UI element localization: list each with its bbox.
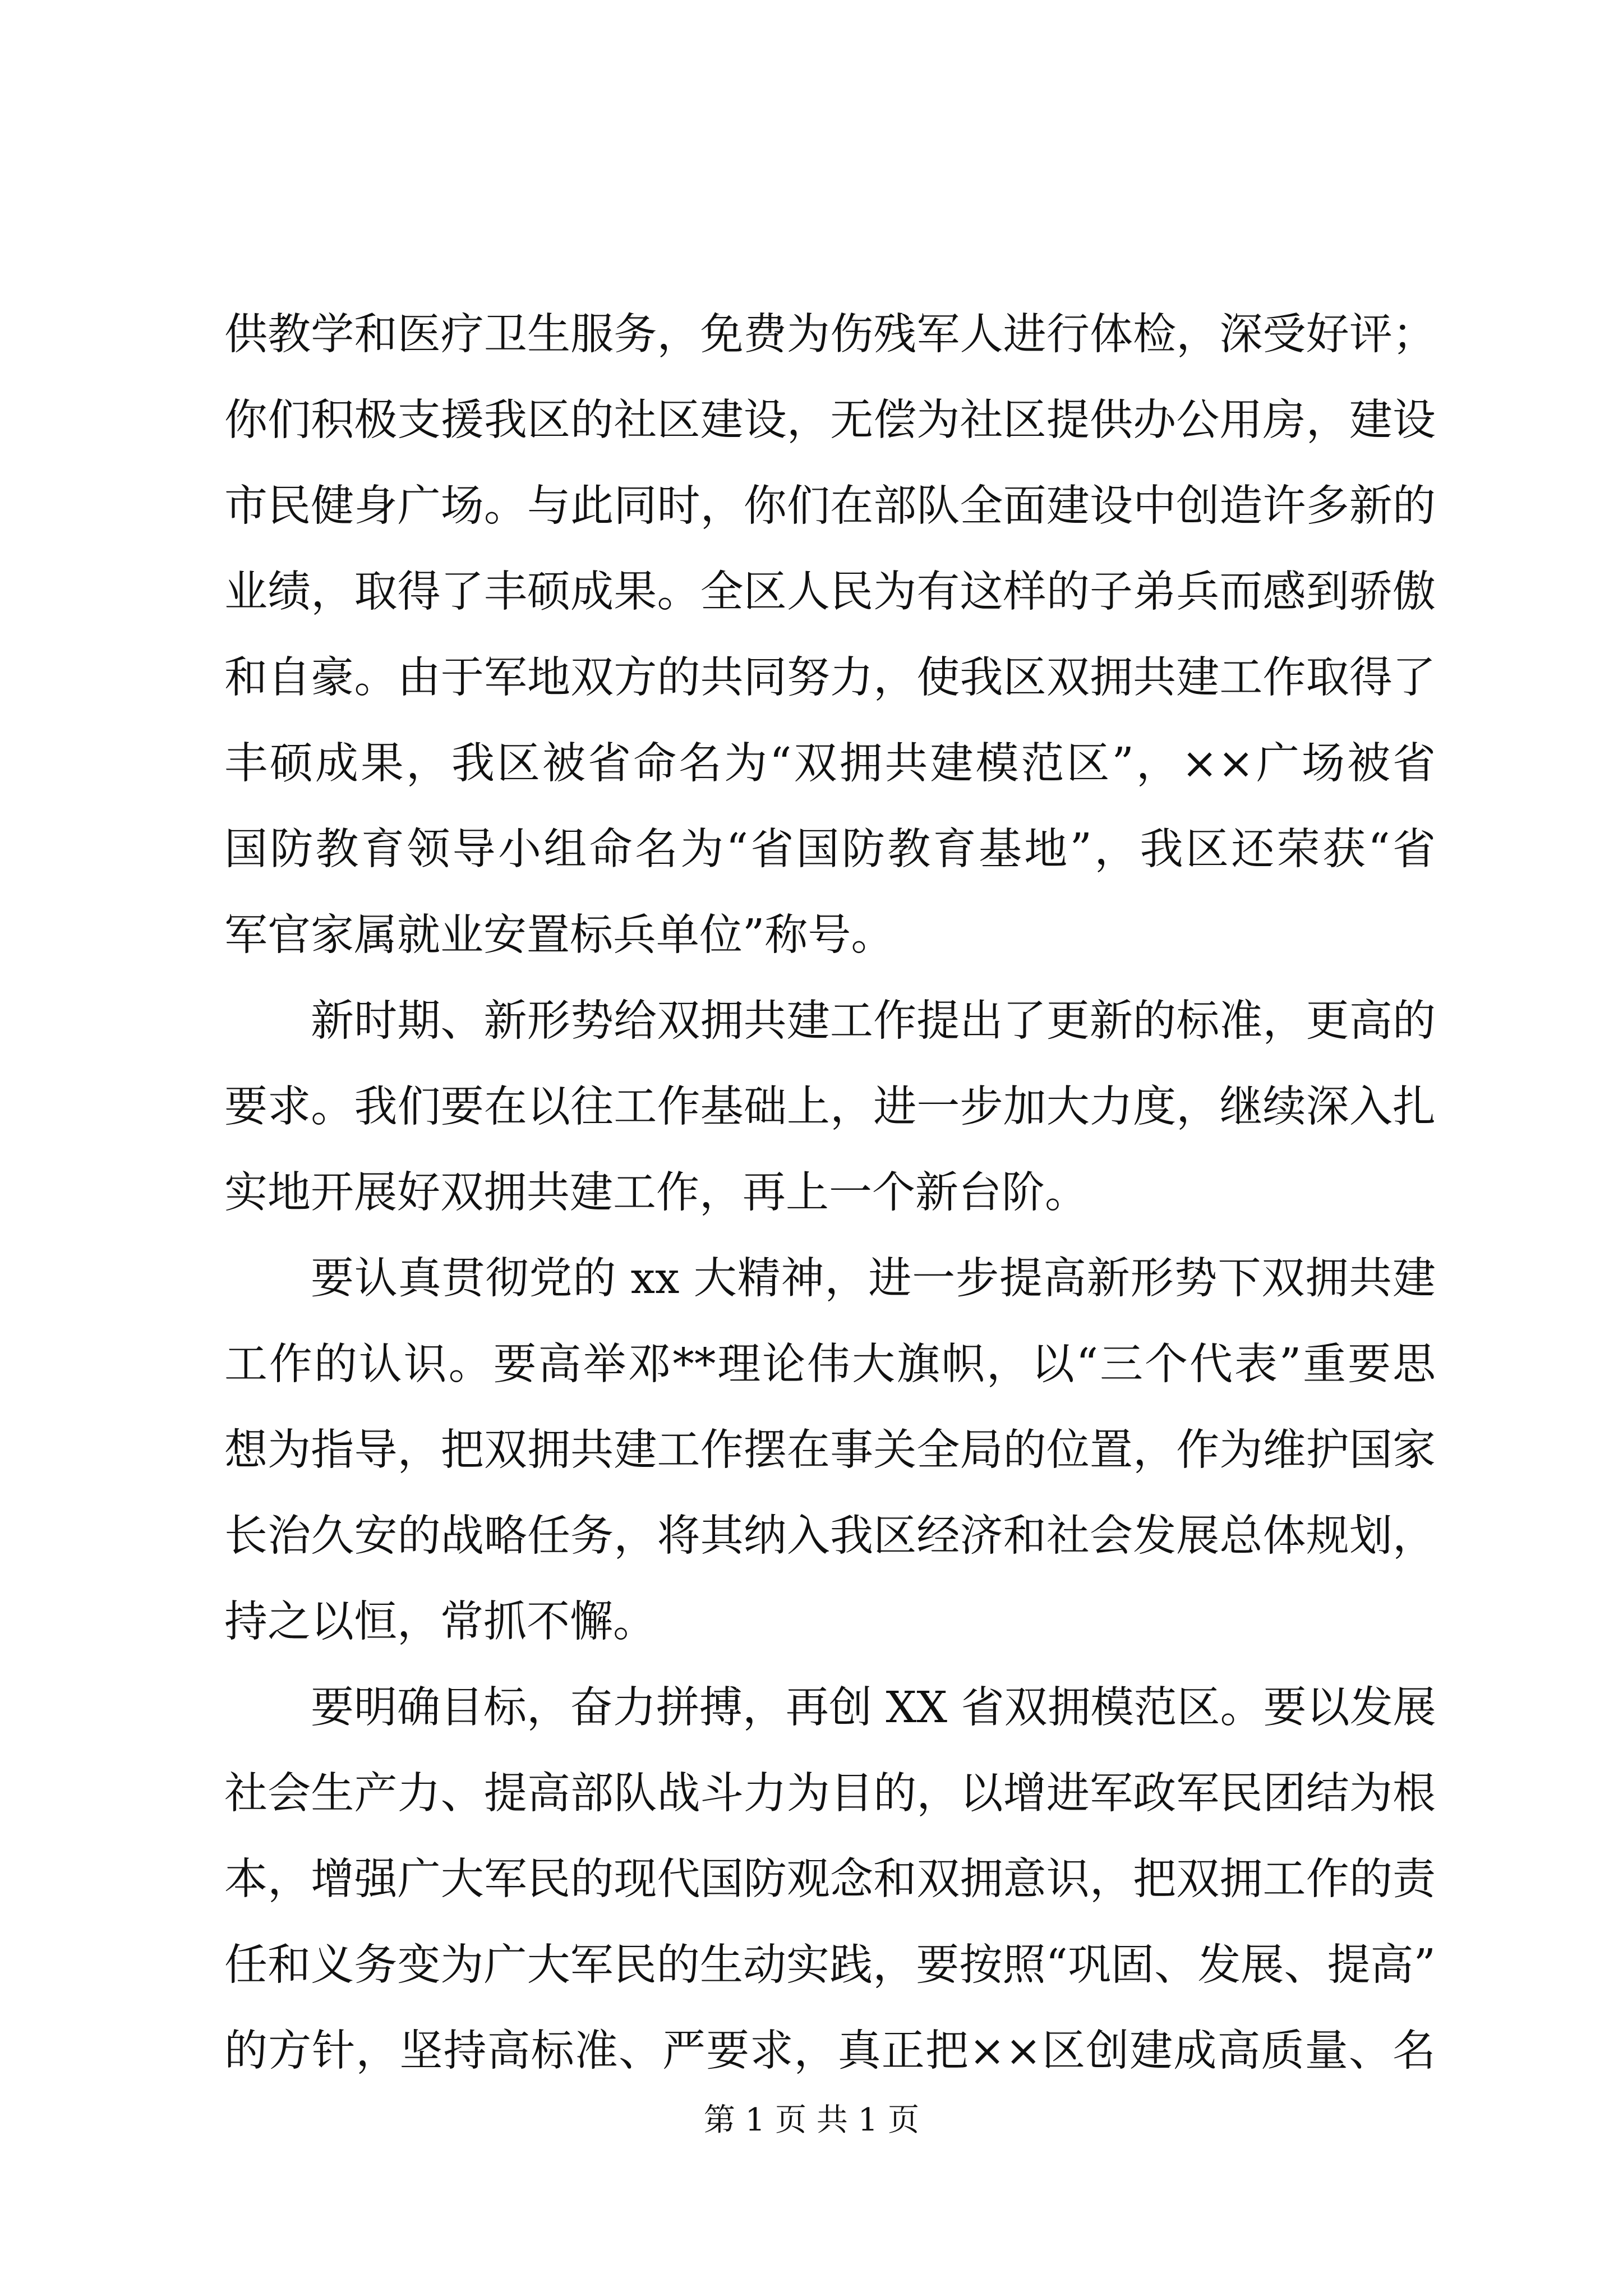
text-line: 新时期、新形势给双拥共建工作提出了更新的标准，更高的 [311, 996, 1436, 1046]
text-line: 的方针，坚持高标准、严要求，真正把××区创建成高质量、名 [224, 2026, 1436, 2076]
text-line: 供教学和医疗卫生服务，免费为伤残军人进行体检，深受好评； [224, 310, 1436, 360]
text-line: 社会生产力、提高部队战斗力为目的，以增进军政军民团结为根 [224, 1769, 1436, 1819]
text-line: 国防教育领导小组命名为“省国防教育基地”，我区还荣获“省 [224, 825, 1436, 875]
document-body [224, 292, 1436, 2094]
text-line: 要明确目标，奋力拼搏，再创 XX 省双拥模范区。要以发展 [311, 1683, 1436, 1733]
text-line: 工作的认识。要高举邓**理论伟大旗帜，以“三个代表”重要思 [224, 1340, 1436, 1389]
text-line: 持之以恒，常抓不懈。 [224, 1597, 656, 1647]
text-line: 市民健身广场。与此同时，你们在部队全面建设中创造许多新的 [224, 481, 1436, 531]
text-line: 和自豪。由于军地双方的共同努力，使我区双拥共建工作取得了 [224, 653, 1436, 703]
text-line: 军官家属就业安置标兵单位”称号。 [224, 910, 895, 960]
text-line: 长治久安的战略任务，将其纳入我区经济和社会发展总体规划， [224, 1511, 1436, 1561]
text-line: 你们积极支援我区的社区建设，无偿为社区提供办公用房，建设 [224, 395, 1436, 445]
text-line: 任和义务变为广大军民的生动实践，要按照“巩固、发展、提高” [224, 1940, 1436, 1990]
text-line: 要认真贯彻党的 xx 大精神，进一步提高新形势下双拥共建 [311, 1254, 1436, 1304]
text-line: 实地开展好双拥共建工作，再上一个新台阶。 [224, 1168, 1088, 1218]
text-line: 想为指导，把双拥共建工作摆在事关全局的位置，作为维护国家 [224, 1425, 1436, 1475]
text-line: 丰硕成果，我区被省命名为“双拥共建模范区”，××广场被省 [224, 739, 1436, 789]
page-footer: 第 1 页 共 1 页 [703, 2102, 920, 2138]
text-line: 本，增强广大军民的现代国防观念和双拥意识，把双拥工作的责 [224, 1855, 1436, 1904]
text-line: 要求。我们要在以往工作基础上，进一步加大力度，继续深入扎 [224, 1082, 1436, 1132]
text-line: 业绩，取得了丰硕成果。全区人民为有这样的子弟兵而感到骄傲 [224, 567, 1436, 617]
